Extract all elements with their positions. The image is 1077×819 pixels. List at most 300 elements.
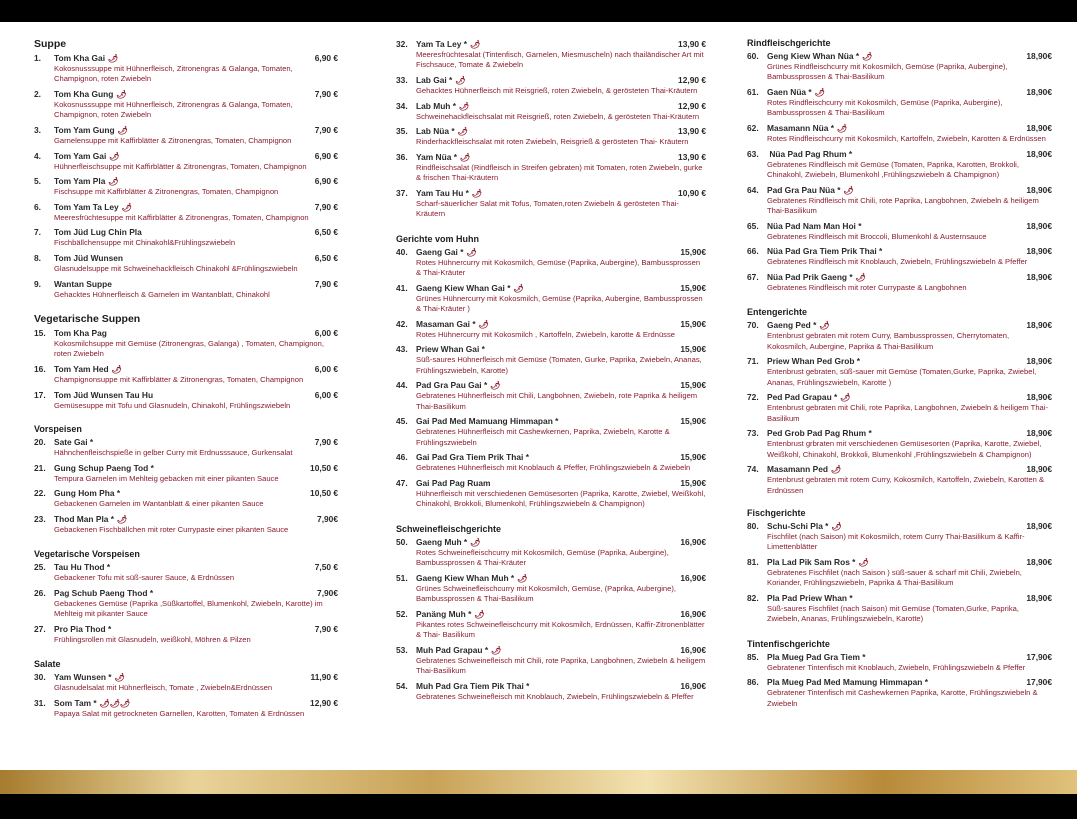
- item-description: Gebratener Tintenfisch mit Cashewkernen Paprika, Karotte, Frühlingszwiebeln & Zwiebeln: [767, 688, 1038, 708]
- item-price: 12,90 €: [310, 697, 338, 708]
- menu-item-header: [396, 572, 706, 584]
- item-name: Gaeng Ped *: [767, 320, 817, 331]
- menu-section: [747, 307, 1052, 496]
- item-description: Rotes Rindfleischcurry mit Kokosmilch, Gemüse (Paprika, Aubergine), Bambussprossen & Thai-Basilikum: [767, 98, 1003, 118]
- chili-icon: 🌶: [491, 645, 502, 655]
- menu-item: [747, 391, 1052, 424]
- item-name: Gaeng Kiew Whan Muh *: [416, 572, 515, 583]
- item-description: Gebackenen Fischbällchen mit roter Currypaste einer pikanten Sauce: [54, 524, 289, 534]
- item-number: 1.: [34, 53, 41, 63]
- menu-column-2: [396, 38, 706, 705]
- item-description: Gebratenes Schweinefleisch mit Chili, rote Paprika, Langbohnen, Zwiebeln & heiligem Thai-Basilikum: [416, 655, 706, 675]
- item-description: Kokosnusssuppe mit Hühnerfleisch, Zitronengras & Galanga, Tomaten, Champignon, roten Zwiebeln: [54, 100, 293, 120]
- item-name: Pla Mueg Pad Gra Tiem *: [767, 651, 866, 662]
- item-number: 22.: [34, 488, 46, 499]
- item-name: Masamann Nüa *: [767, 123, 835, 133]
- menu-item-header: [396, 318, 706, 330]
- menu-item: [34, 124, 338, 146]
- item-number: 80.: [747, 521, 759, 531]
- item-name: Lab Gai *: [416, 75, 453, 85]
- chili-icon: 🌶: [478, 319, 489, 329]
- item-price: 15,90€: [680, 380, 706, 391]
- item-name: Tom Jüd Wunsen Tau Hu: [54, 389, 154, 400]
- menu-item: [747, 651, 1052, 673]
- menu-section: [747, 639, 1052, 709]
- item-price: 7,90€: [317, 513, 338, 524]
- chili-icon: 🌶: [455, 76, 466, 85]
- item-name: Lab Nüa *: [416, 126, 455, 137]
- menu-item: [747, 271, 1052, 293]
- menu-item-header: [34, 88, 338, 100]
- item-description: Grünes Schweinefleischcurry mit Kokosmilch, Gemüse, (Paprika, Aubergine), Bambussprossen & Thai-Basilikum: [416, 583, 676, 603]
- menu-item: [396, 151, 706, 184]
- menu-item-header: [747, 676, 1052, 688]
- menu-page: [0, 22, 1077, 770]
- menu-item: [34, 226, 338, 248]
- menu-item: [34, 150, 338, 172]
- menu-item-header: [34, 697, 338, 709]
- item-number: 41.: [396, 282, 408, 293]
- gold-footer-bar: [0, 770, 1077, 794]
- item-price: 15,90€: [680, 477, 706, 488]
- item-name: Masamann Ped: [767, 464, 828, 475]
- item-price: 18,90€: [1026, 521, 1052, 531]
- chili-icon: 🌶: [837, 124, 848, 133]
- item-number: 35.: [396, 126, 408, 137]
- item-price: 12,90 €: [678, 100, 706, 111]
- item-number: 40.: [396, 246, 408, 257]
- item-description: Gebackenes Gemüse (Paprika ,Süßkartoffel, Blumenkohl, Zwiebeln, Karotte) im Mehlteig mit pikanter Sauce: [54, 598, 323, 619]
- menu-item: [34, 561, 338, 583]
- item-price: 7,50 €: [314, 562, 338, 573]
- menu-item: [747, 122, 1052, 144]
- item-price: 6,90 €: [314, 176, 338, 187]
- menu-item: [34, 462, 338, 484]
- item-name: Sate Gai *: [54, 436, 94, 447]
- menu-item: [34, 436, 338, 458]
- menu-item-header: [747, 355, 1052, 367]
- item-name: Nüa Pad Pag Rhum *: [767, 148, 853, 159]
- menu-item-header: [396, 644, 706, 656]
- menu-item: [34, 278, 338, 300]
- menu-item-header: [747, 148, 1052, 160]
- chili-icon: 🌶: [855, 272, 866, 282]
- item-number: 43.: [396, 344, 408, 355]
- item-price: 10,50 €: [310, 488, 338, 499]
- item-number: 63.: [747, 148, 759, 159]
- menu-item-header: [34, 623, 338, 635]
- menu-item: [34, 88, 338, 121]
- item-description: Meeresfrüchtesalat (Tintenfisch, Garnelen, Miesmuscheln) nach thailändischer Art mit Fischsauce, Tomate & Zwiebeln: [416, 50, 704, 70]
- item-name: Priew Whan Gai *: [416, 344, 485, 355]
- menu-section: [34, 659, 338, 719]
- menu-item-header: [34, 124, 338, 136]
- menu-section: [396, 524, 706, 702]
- chili-icon: 🌶: [109, 151, 120, 161]
- item-description: Entenbrust gebraten, süß-sauer mit Gemüse (Tomaten,Gurke, Paprika, Zwiebel, Ananas, Frühlingszwiebeln, Karotte ): [767, 367, 1037, 387]
- item-description: Garnelensuppe mit Kaffirblätter & Zitronengras, Tomaten, Champignon: [54, 136, 292, 145]
- menu-item: [396, 343, 706, 376]
- item-name: Pag Schub Paeng Thod *: [54, 587, 154, 598]
- item-price: 16,90€: [680, 536, 706, 547]
- item-number: 25.: [34, 562, 46, 573]
- item-name: Gaeng Muh *: [416, 536, 468, 547]
- item-description: Gebackenen Garnelen im Wantanblatt & einer pikanten Sauce: [54, 499, 264, 509]
- section-title: Vegetarische Suppen: [34, 312, 141, 325]
- menu-section: [747, 508, 1052, 625]
- item-name: Wantan Suppe: [54, 278, 112, 289]
- chili-icon: 🌶: [117, 514, 128, 524]
- item-price: 13,90 €: [678, 126, 706, 137]
- item-name: Nüa Pad Gra Tiem Prik Thai *: [767, 246, 883, 257]
- chili-icon: 🌶: [459, 152, 471, 162]
- item-price: 18,90€: [1026, 220, 1052, 231]
- menu-item-header: [747, 520, 1052, 532]
- item-name: Gai Pad Med Mamuang Himmapan *: [416, 416, 559, 427]
- menu-column-1: [34, 38, 338, 722]
- item-description: Gebratenes Hühnerfleisch mit Cashewkernen, Paprika, Zwiebeln, Karotte & Frühlingszwiebeln: [416, 427, 670, 447]
- item-number: 52.: [396, 608, 408, 619]
- menu-item: [396, 644, 706, 677]
- menu-item-header: [396, 379, 706, 391]
- item-price: 18,90€: [1026, 271, 1052, 282]
- item-price: 17,90€: [1026, 677, 1052, 688]
- item-number: 9.: [34, 278, 41, 289]
- item-number: 30.: [34, 672, 46, 683]
- menu-item: [34, 389, 338, 411]
- section-title: Rindfleischgerichte: [747, 38, 831, 48]
- item-description: Grünes Hühnercurry mit Kokosmilch, Gemüse (Paprika, Aubergine, Bambussprossen & Thai-Kräuter ): [416, 293, 703, 313]
- chili-icon: 🌶: [471, 188, 483, 198]
- menu-item-header: [396, 343, 706, 355]
- menu-section: [34, 313, 338, 411]
- item-price: 18,90€: [1026, 184, 1052, 195]
- menu-item: [747, 50, 1052, 83]
- item-description: Hühnerfleisch mit verschiedenen Gemüsesorten (Paprika, Karotte, Zwiebel, Weißkohl, Chinakohl, Brokkoli, Blumenkohl, Frühlingszwiebeln & Champignon): [416, 488, 706, 509]
- menu-item-header: [747, 220, 1052, 232]
- menu-item: [34, 513, 338, 535]
- item-description: Fischfilet (nach Saison) mit Kokosmilch, rotem Curry Thai-Basilikum & Kaffir-Limettenblätter: [767, 532, 1025, 552]
- item-description: Champignonsuppe mit Kaffirblätter & Zitronengras, Tomaten, Champignon: [54, 374, 304, 384]
- item-number: 82.: [747, 593, 759, 603]
- item-description: Gebratenes Rindfleisch mit Chili, rote Paprika, Langbohnen, Zwiebeln & heiligem Thai-Basilikum: [767, 195, 1039, 215]
- item-number: 34.: [396, 100, 408, 111]
- item-number: 17.: [34, 389, 46, 400]
- item-price: 12,90 €: [678, 75, 706, 85]
- menu-item-header: [34, 513, 338, 525]
- menu-item: [396, 379, 706, 412]
- chili-icon: 🌶: [108, 177, 119, 187]
- chili-icon: 🌶: [108, 54, 119, 63]
- menu-item-header: [396, 187, 706, 199]
- item-number: 3.: [34, 125, 41, 135]
- item-description: Rotes Hühnercurry mit Kokosmilch , Kartoffeln, Zwiebeln, karotte & Erdnüsse: [416, 329, 675, 339]
- item-description: Fischbällchensuppe mit Chinakohl&Frühlingszwiebeln: [54, 238, 236, 248]
- item-description: Entenbrust gebraten mit rotem Curry, Bambussprossen, Cherrytomaten, Kokosmilch, Aubergine, Paprika & Thai-Basilikum: [767, 331, 1010, 351]
- item-price: 6,90 €: [314, 150, 338, 161]
- menu-item-header: [396, 608, 706, 620]
- item-name: Gaeng Kiew Whan Gai *: [416, 282, 511, 293]
- item-number: 23.: [34, 513, 46, 524]
- section-title: Vegetarische Vorspeisen: [34, 549, 140, 560]
- item-name: Pla Lad Pik Sam Ros *: [767, 557, 856, 567]
- item-price: 7,90 €: [314, 201, 338, 212]
- menu-item: [747, 463, 1052, 496]
- item-description: Gebratenes Rindfleisch mit Broccoli, Blumenkohl & Austernsauce: [767, 231, 987, 241]
- item-description: Gebratenes Schweinefleisch mit Knoblauch, Zwiebeln, Frühlingszwiebeln & Pfeffer: [416, 691, 694, 701]
- item-price: 6,00 €: [314, 327, 338, 338]
- item-price: 7,90 €: [314, 89, 338, 99]
- item-price: 15,90€: [680, 452, 706, 463]
- item-number: 8.: [34, 252, 41, 263]
- chili-icon: 🌶: [459, 101, 470, 111]
- item-name: Tom Kha Gung: [54, 89, 114, 99]
- item-number: 32.: [396, 39, 408, 49]
- item-number: 64.: [747, 184, 759, 195]
- menu-item: [396, 100, 706, 122]
- item-name: Pro Pia Thod *: [54, 623, 112, 634]
- menu-item: [396, 572, 706, 605]
- item-name: Geng Kiew Whan Nüa *: [767, 51, 860, 61]
- menu-item-header: [747, 592, 1052, 604]
- item-name: Muh Pad Grapau *: [416, 644, 489, 655]
- item-price: 16,90€: [680, 644, 706, 655]
- item-name: Tom Yam Gai: [54, 150, 107, 161]
- item-number: 65.: [747, 220, 759, 231]
- item-price: 18,90€: [1026, 246, 1052, 257]
- section-title: Fischgerichte: [747, 508, 806, 518]
- item-number: 26.: [34, 587, 46, 598]
- item-number: 42.: [396, 318, 408, 329]
- item-price: 7,90€: [317, 587, 338, 598]
- item-number: 36.: [396, 151, 408, 162]
- item-price: 7,90 €: [314, 436, 338, 447]
- menu-item: [396, 282, 706, 315]
- item-number: 74.: [747, 464, 759, 475]
- item-price: 18,90€: [1026, 320, 1052, 331]
- item-number: 53.: [396, 644, 408, 655]
- chili-icon: 🌶: [117, 126, 128, 135]
- item-price: 6,00 €: [314, 363, 338, 374]
- item-price: 18,90€: [1026, 593, 1052, 603]
- item-name: Tom Yam Ta Ley: [54, 201, 119, 212]
- item-price: 17,90€: [1026, 651, 1052, 662]
- menu-item-header: [396, 536, 706, 548]
- item-name: Ped Grob Pad Pag Rhum *: [767, 428, 872, 439]
- item-name: Gung Schup Paeng Tod *: [54, 462, 154, 473]
- menu-item: [396, 318, 706, 340]
- item-number: 60.: [747, 51, 759, 61]
- menu-item: [747, 319, 1052, 352]
- item-description: Grünes Rindfleischcurry mit Kokosmilch, Gemüse (Paprika, Aubergine), Bambussprossen & Thai-Basilikum: [767, 62, 1008, 82]
- item-name: Panäng Muh *: [416, 608, 472, 619]
- item-description: Tempura Garnelen im Mehlteig gebacken mit einer pikanten Sauce: [54, 473, 279, 483]
- menu-item-header: [396, 282, 706, 294]
- item-description: Hähnchenfleischspieße in gelber Curry mit Erdnusssauce, Gurkensalat: [54, 447, 293, 457]
- menu-column-3: [747, 38, 1052, 712]
- section-title: Suppe: [34, 38, 67, 50]
- item-name: Tom Jüd Lug Chin Pla: [54, 227, 142, 238]
- section-title: Schweinefleischgerichte: [396, 523, 502, 534]
- item-number: 45.: [396, 416, 408, 427]
- item-number: 54.: [396, 680, 408, 691]
- menu-item: [747, 86, 1052, 119]
- item-name: Nüa Pad Prik Gaeng *: [767, 271, 853, 282]
- item-description: Rinderhackfleischsalat mit roten Zwiebeln, Reisgrieß & gerösteten Thai- Kräutern: [416, 137, 689, 147]
- menu-item: [396, 187, 706, 220]
- menu-item-header: [747, 427, 1052, 439]
- item-description: Entenbrust gebraten mit Chili, rote Paprika, Langbohnen, Zwiebeln & heiligem Thai-Basilikum: [767, 403, 1048, 423]
- item-price: 15,90€: [680, 344, 706, 355]
- menu-item-header: [34, 561, 338, 573]
- item-description: Gemüsesuppe mit Tofu und Glasnudeln, Chinakohl, Frühlingszwiebeln: [54, 400, 291, 410]
- item-name: Gai Pad Pag Ruam: [416, 477, 491, 488]
- item-description: Gebratener Tintenfisch mit Knoblauch, Zwiebeln, Frühlingszwiebeln & Pfeffer: [767, 662, 1026, 672]
- menu-item-header: [34, 587, 338, 599]
- menu-item: [34, 487, 338, 509]
- item-number: 81.: [747, 557, 759, 567]
- chili-icon: 🌶: [831, 522, 842, 531]
- item-name: Pad Gra Pau Nüa *: [767, 184, 841, 195]
- item-number: 61.: [747, 87, 759, 97]
- item-description: Schweinehackfleischsalat mit Reisgrieß, roten Zwiebeln, & gerösteten Thai-Kräutern: [416, 111, 700, 121]
- menu-item-header: [34, 201, 338, 213]
- item-name: Gung Hom Pha *: [54, 488, 121, 499]
- menu-item-header: [747, 463, 1052, 475]
- item-number: 20.: [34, 436, 46, 447]
- item-name: Pla Mueg Pad Med Mamung Himmapan *: [767, 677, 929, 688]
- item-name: Tom Kha Gai: [54, 53, 106, 63]
- item-number: 37.: [396, 187, 408, 198]
- menu-item: [396, 680, 706, 702]
- item-number: 31.: [34, 697, 46, 708]
- section-title: Gerichte vom Huhn: [396, 233, 480, 244]
- menu-item-header: [747, 184, 1052, 196]
- menu-item: [396, 536, 706, 569]
- menu-item: [396, 74, 706, 96]
- item-description: Frühlingsrollen mit Glasnudeln, weißkohl, Möhren & Pilzen: [54, 634, 251, 644]
- chili-icon: 🌶: [858, 558, 869, 567]
- item-number: 33.: [396, 75, 408, 85]
- item-number: 4.: [34, 150, 41, 161]
- item-number: 21.: [34, 462, 46, 473]
- item-number: 66.: [747, 246, 759, 257]
- menu-item-header: [396, 74, 706, 86]
- item-price: 6,50 €: [314, 227, 338, 238]
- menu-item-header: [34, 226, 338, 238]
- item-number: 15.: [34, 327, 46, 338]
- item-name: Yam Ta Ley *: [416, 39, 468, 49]
- menu-item-header: [747, 391, 1052, 403]
- item-description: Glasnudelsuppe mit Schweinehackfleisch Chinakohl &Frühlingszwiebeln: [54, 263, 298, 273]
- item-price: 18,90€: [1026, 557, 1052, 567]
- chili-icon: 🌶: [470, 40, 481, 49]
- item-description: Gebratenes Hühnerfleisch mit Knoblauch & Pfeffer, Frühlingszwiebeln & Zwiebeln: [416, 463, 691, 473]
- item-number: 27.: [34, 623, 46, 634]
- menu-section: [34, 38, 338, 300]
- menu-item: [747, 220, 1052, 242]
- menu-item-header: [34, 278, 338, 290]
- menu-item-header: [396, 477, 706, 489]
- menu-item-header: [396, 415, 706, 427]
- item-number: 67.: [747, 271, 759, 282]
- menu-item-header: [396, 680, 706, 692]
- chili-icon: 🌶: [814, 88, 825, 97]
- menu-item-header: [34, 436, 338, 448]
- item-description: Kokosnusssuppe mit Hühnerfleisch, Zitronengras & Galanga, Tomaten, Champignon, roten Zwiebeln: [54, 64, 293, 84]
- menu-item: [747, 245, 1052, 267]
- item-price: 15,90€: [680, 246, 706, 257]
- item-name: Tom Kha Pag: [54, 327, 107, 338]
- menu-item-header: [396, 246, 706, 258]
- item-number: 6.: [34, 201, 41, 212]
- item-price: 18,90€: [1026, 123, 1052, 133]
- chili-icon: 🌶: [840, 393, 851, 403]
- item-description: Papaya Salat mit getrockneten Garnellen, Karotten, Tomaten & Erdnüssen: [54, 708, 305, 718]
- menu-item-header: [34, 175, 338, 187]
- item-description: Gebratenes Hühnerfleisch mit Chili, Langbohnen, Zwiebeln, rote Paprika & heiligem Thai-Basilikum: [416, 391, 698, 411]
- menu-item-header: [34, 363, 338, 375]
- item-name: Tau Hu Thod *: [54, 562, 111, 573]
- item-price: 7,90 €: [314, 125, 338, 135]
- chili-icon: 🌶: [843, 185, 854, 195]
- chili-icon: 🌶: [819, 321, 830, 331]
- menu-item-header: [747, 50, 1052, 62]
- item-description: Hühnerfleischsuppe mit Kaffirblätter & Zitronengras, Tomaten, Champignon: [54, 161, 307, 171]
- menu-item: [747, 427, 1052, 460]
- item-name: Thod Man Pla *: [54, 513, 115, 524]
- item-description: Entenbrust grbraten mit verschiedenen Gemüsesorten (Paprika, Karotte, Zwiebel, Weißkohl, Chinakohl, Brokkoli, Blumenkohl ,Frühlingszwiebeln & Champignon): [767, 439, 1042, 459]
- item-name: Gai Pad Gra Tiem Prik Thai *: [416, 452, 529, 463]
- menu-item: [747, 592, 1052, 625]
- item-price: 16,90€: [680, 680, 706, 691]
- menu-section: [396, 234, 706, 510]
- item-price: 18,90€: [1026, 148, 1052, 159]
- item-price: 7,90 €: [314, 278, 338, 289]
- section-title: Vorspeisen: [34, 423, 82, 434]
- item-name: Tom Yam Pla: [54, 176, 106, 187]
- item-name: Tom Jüd Wunsen: [54, 252, 124, 263]
- menu-item-header: [34, 671, 338, 683]
- item-name: Gaeng Gai *: [416, 246, 464, 257]
- menu-item-header: [747, 319, 1052, 331]
- item-description: Gebratenes Rindfleisch mit Knoblauch, Zwiebeln, Frühlingszwiebeln & Pfeffer: [767, 257, 1028, 267]
- item-name: Yam Wunsen *: [54, 672, 112, 683]
- menu-item-header: [34, 487, 338, 499]
- item-description: Fischsuppe mit Kaffirblätter & Zitronengras, Tomaten, Champignon: [54, 187, 279, 197]
- menu-item: [747, 556, 1052, 589]
- item-number: 46.: [396, 452, 408, 463]
- item-price: 6,90 €: [314, 53, 338, 63]
- item-description: Meeresfrüchtesuppe mit Kaffirblätter & Zitronengras, Tomaten, Champignon: [54, 212, 309, 222]
- chili-icon: 🌶: [474, 609, 485, 619]
- menu-item-header: [396, 100, 706, 112]
- item-price: 18,90€: [1026, 464, 1052, 475]
- item-name: Tom Yam Hed: [54, 363, 109, 374]
- item-name: Schu-Schi Pla *: [767, 521, 829, 531]
- item-name: Som Tam *: [54, 697, 97, 708]
- chili-icon: 🌶: [830, 465, 842, 475]
- menu-section: [34, 549, 338, 645]
- menu-item-header: [34, 327, 338, 339]
- item-price: 10,90 €: [678, 187, 706, 198]
- menu-item-header: [747, 556, 1052, 568]
- menu-item: [34, 697, 338, 719]
- item-price: 11,90 €: [310, 672, 338, 683]
- item-number: 71.: [747, 356, 759, 367]
- menu-item: [747, 148, 1052, 181]
- item-number: 50.: [396, 536, 408, 547]
